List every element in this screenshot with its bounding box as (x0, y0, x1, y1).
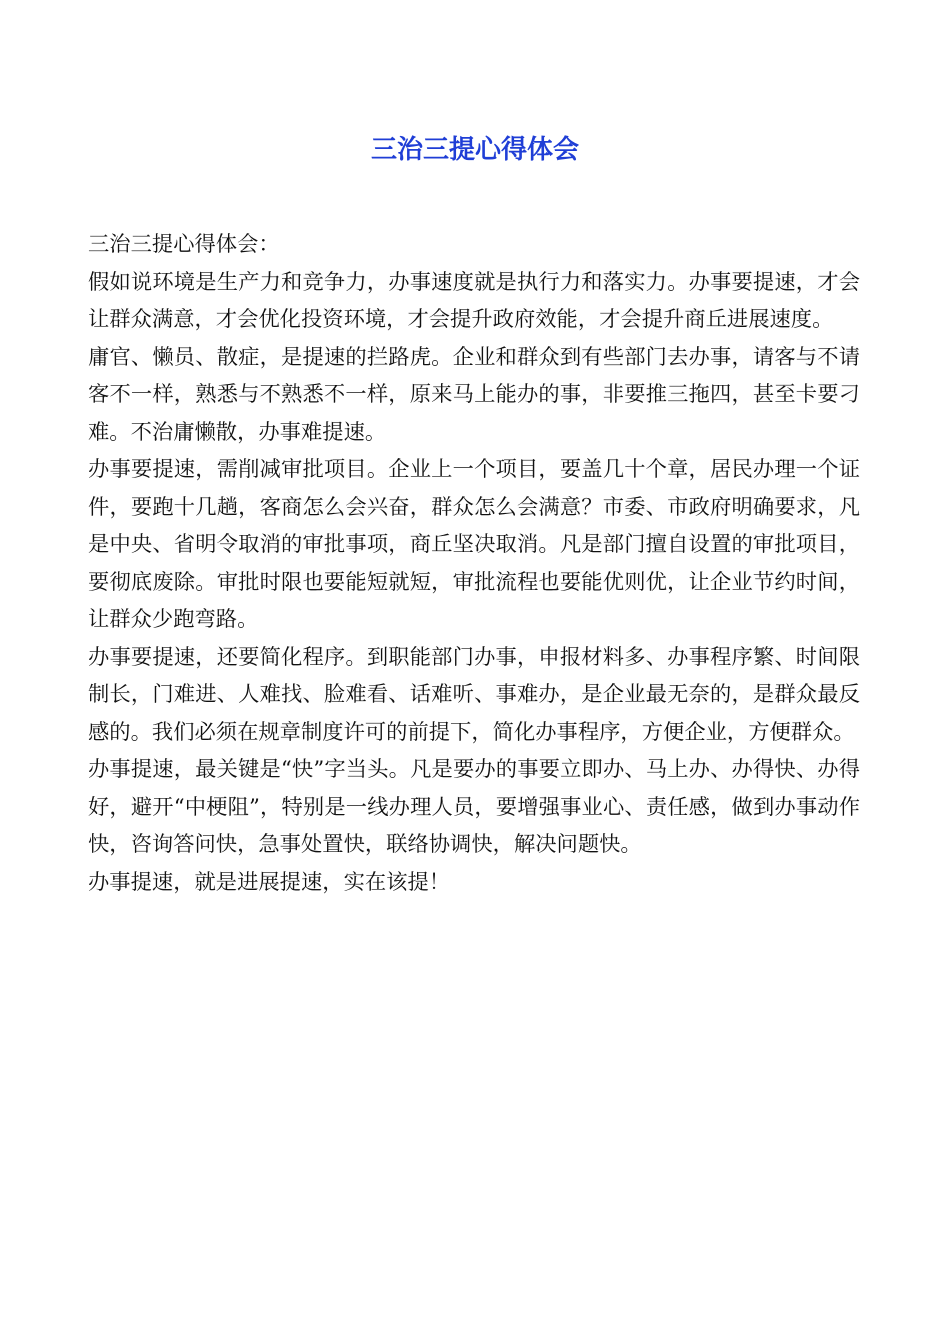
document-body (88, 226, 860, 901)
paragraph: 庸官、懒员、散症，是提速的拦路虎。企业和群众到有些部门去办事，请客与不请客不一样，熟悉与不熟悉不一样，原来马上能办的事，非要推三拖四，甚至卡要刁难。不治庸懒散，办事难提速。 (88, 344, 860, 445)
paragraph: 办事要提速，还要简化程序。到职能部门办事，申报材料多、办事程序繁、时间限制长，门难进、人难找、脸难看、话难听、事难办，是企业最无奈的，是群众最反感的。我们必须在规章制度许可的前提下，简化办事程序，方便企业，方便群众。 (88, 644, 860, 745)
paragraph: 办事要提速，需削减审批项目。企业上一个项目，要盖几十个章，居民办理一个证件，要跑十几趟，客商怎么会兴奋，群众怎么会满意？市委、市政府明确要求，凡是中央、省明令取消的审批事项，商丘坚决取消。凡是部门擅自设置的审批项目，要彻底废除。审批时限也要能短就短，审批流程也要能优则优，让企业节约时间，让群众少跑弯路。 (88, 457, 860, 632)
paragraph-closing: 办事提速，就是进展提速，实在该提！ (88, 869, 451, 895)
paragraph: 假如说环境是生产力和竞争力，办事速度就是执行力和落实力。办事要提速，才会让群众满意，才会优化投资环境，才会提升政府效能，才会提升商丘进展速度。 (88, 269, 860, 332)
paragraph: 办事提速，最关键是“快”字当头。凡是要办的事要立即办、马上办、办得快、办得好，避开“中梗阻”，特别是一线办理人员，要增强事业心、责任感，做到办事动作快，咨询答问快，急事处置快，联络协调快，解决问题快。 (88, 757, 860, 857)
paragraph-heading: 三治三提心得体会： (88, 232, 280, 257)
document-title: 三治三提心得体会 (370, 135, 579, 165)
